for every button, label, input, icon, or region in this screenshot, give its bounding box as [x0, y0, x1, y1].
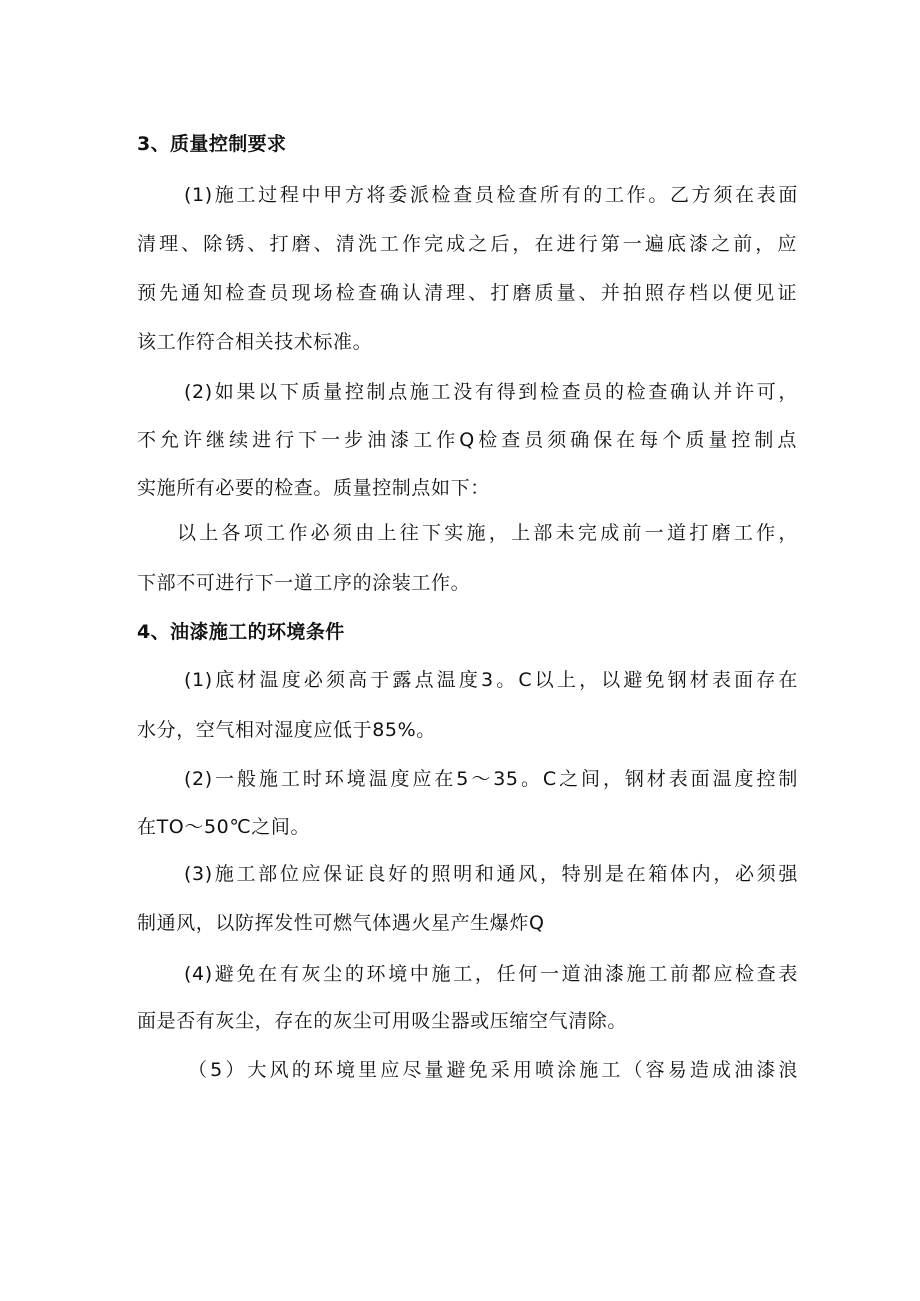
paragraph-line: 面是否有灰尘，存在的灰尘可用吸尘器或压缩空气清除。: [137, 1010, 628, 1032]
paragraph-line: (1)施工过程中甲方将委派检查员检查所有的工作。乙方须在表面: [184, 184, 798, 206]
paragraph-line: 在TO〜50℃之间。: [137, 816, 311, 838]
section-4-heading: 4、油漆施工的环境条件: [137, 621, 345, 643]
paragraph-line: 预先通知检查员现场检查确认清理、打磨质量、并拍照存档以便见证: [137, 282, 797, 304]
paragraph-line: 以上各项工作必须由上往下实施，上部未完成前一道打磨工作，: [177, 522, 798, 544]
paragraph-line: 该工作符合相关技术标准。: [137, 331, 373, 353]
paragraph-line: (3)施工部位应保证良好的照明和通风，特别是在箱体内，必须强: [184, 863, 798, 885]
paragraph-line: (2)一般施工时环境温度应在5〜35。C之间，钢材表面温度控制: [184, 768, 798, 790]
paragraph-line: 制通风，以防挥发性可燃气体遇火星产生爆炸Q: [137, 912, 545, 934]
paragraph-line: 水分，空气相对湿度应低于85%。: [137, 719, 436, 741]
section-3-heading: 3、质量控制要求: [137, 133, 287, 155]
paragraph-line: (1)底材温度必须高于露点温度3。C以上，以避免钢材表面存在: [184, 669, 798, 691]
paragraph-line: 不允许继续进行下一步油漆工作Q检查员须确保在每个质量控制点: [137, 429, 797, 451]
paragraph-line: (4)避免在有灰尘的环境中施工，任何一道油漆施工前都应检查表: [184, 963, 798, 985]
paragraph-line: 下部不可进行下一道工序的涂装工作。: [137, 572, 471, 594]
paragraph-line: 实施所有必要的检查。质量控制点如下：: [137, 477, 490, 499]
paragraph-line: （5）大风的环境里应尽量避免采用喷涂施工（容易造成油漆浪: [188, 1059, 798, 1081]
paragraph-line: (2)如果以下质量控制点施工没有得到检查员的检查确认并许可，: [184, 381, 798, 403]
paragraph-line: 清理、除锈、打磨、清洗工作完成之后，在进行第一遍底漆之前，应: [137, 233, 797, 255]
